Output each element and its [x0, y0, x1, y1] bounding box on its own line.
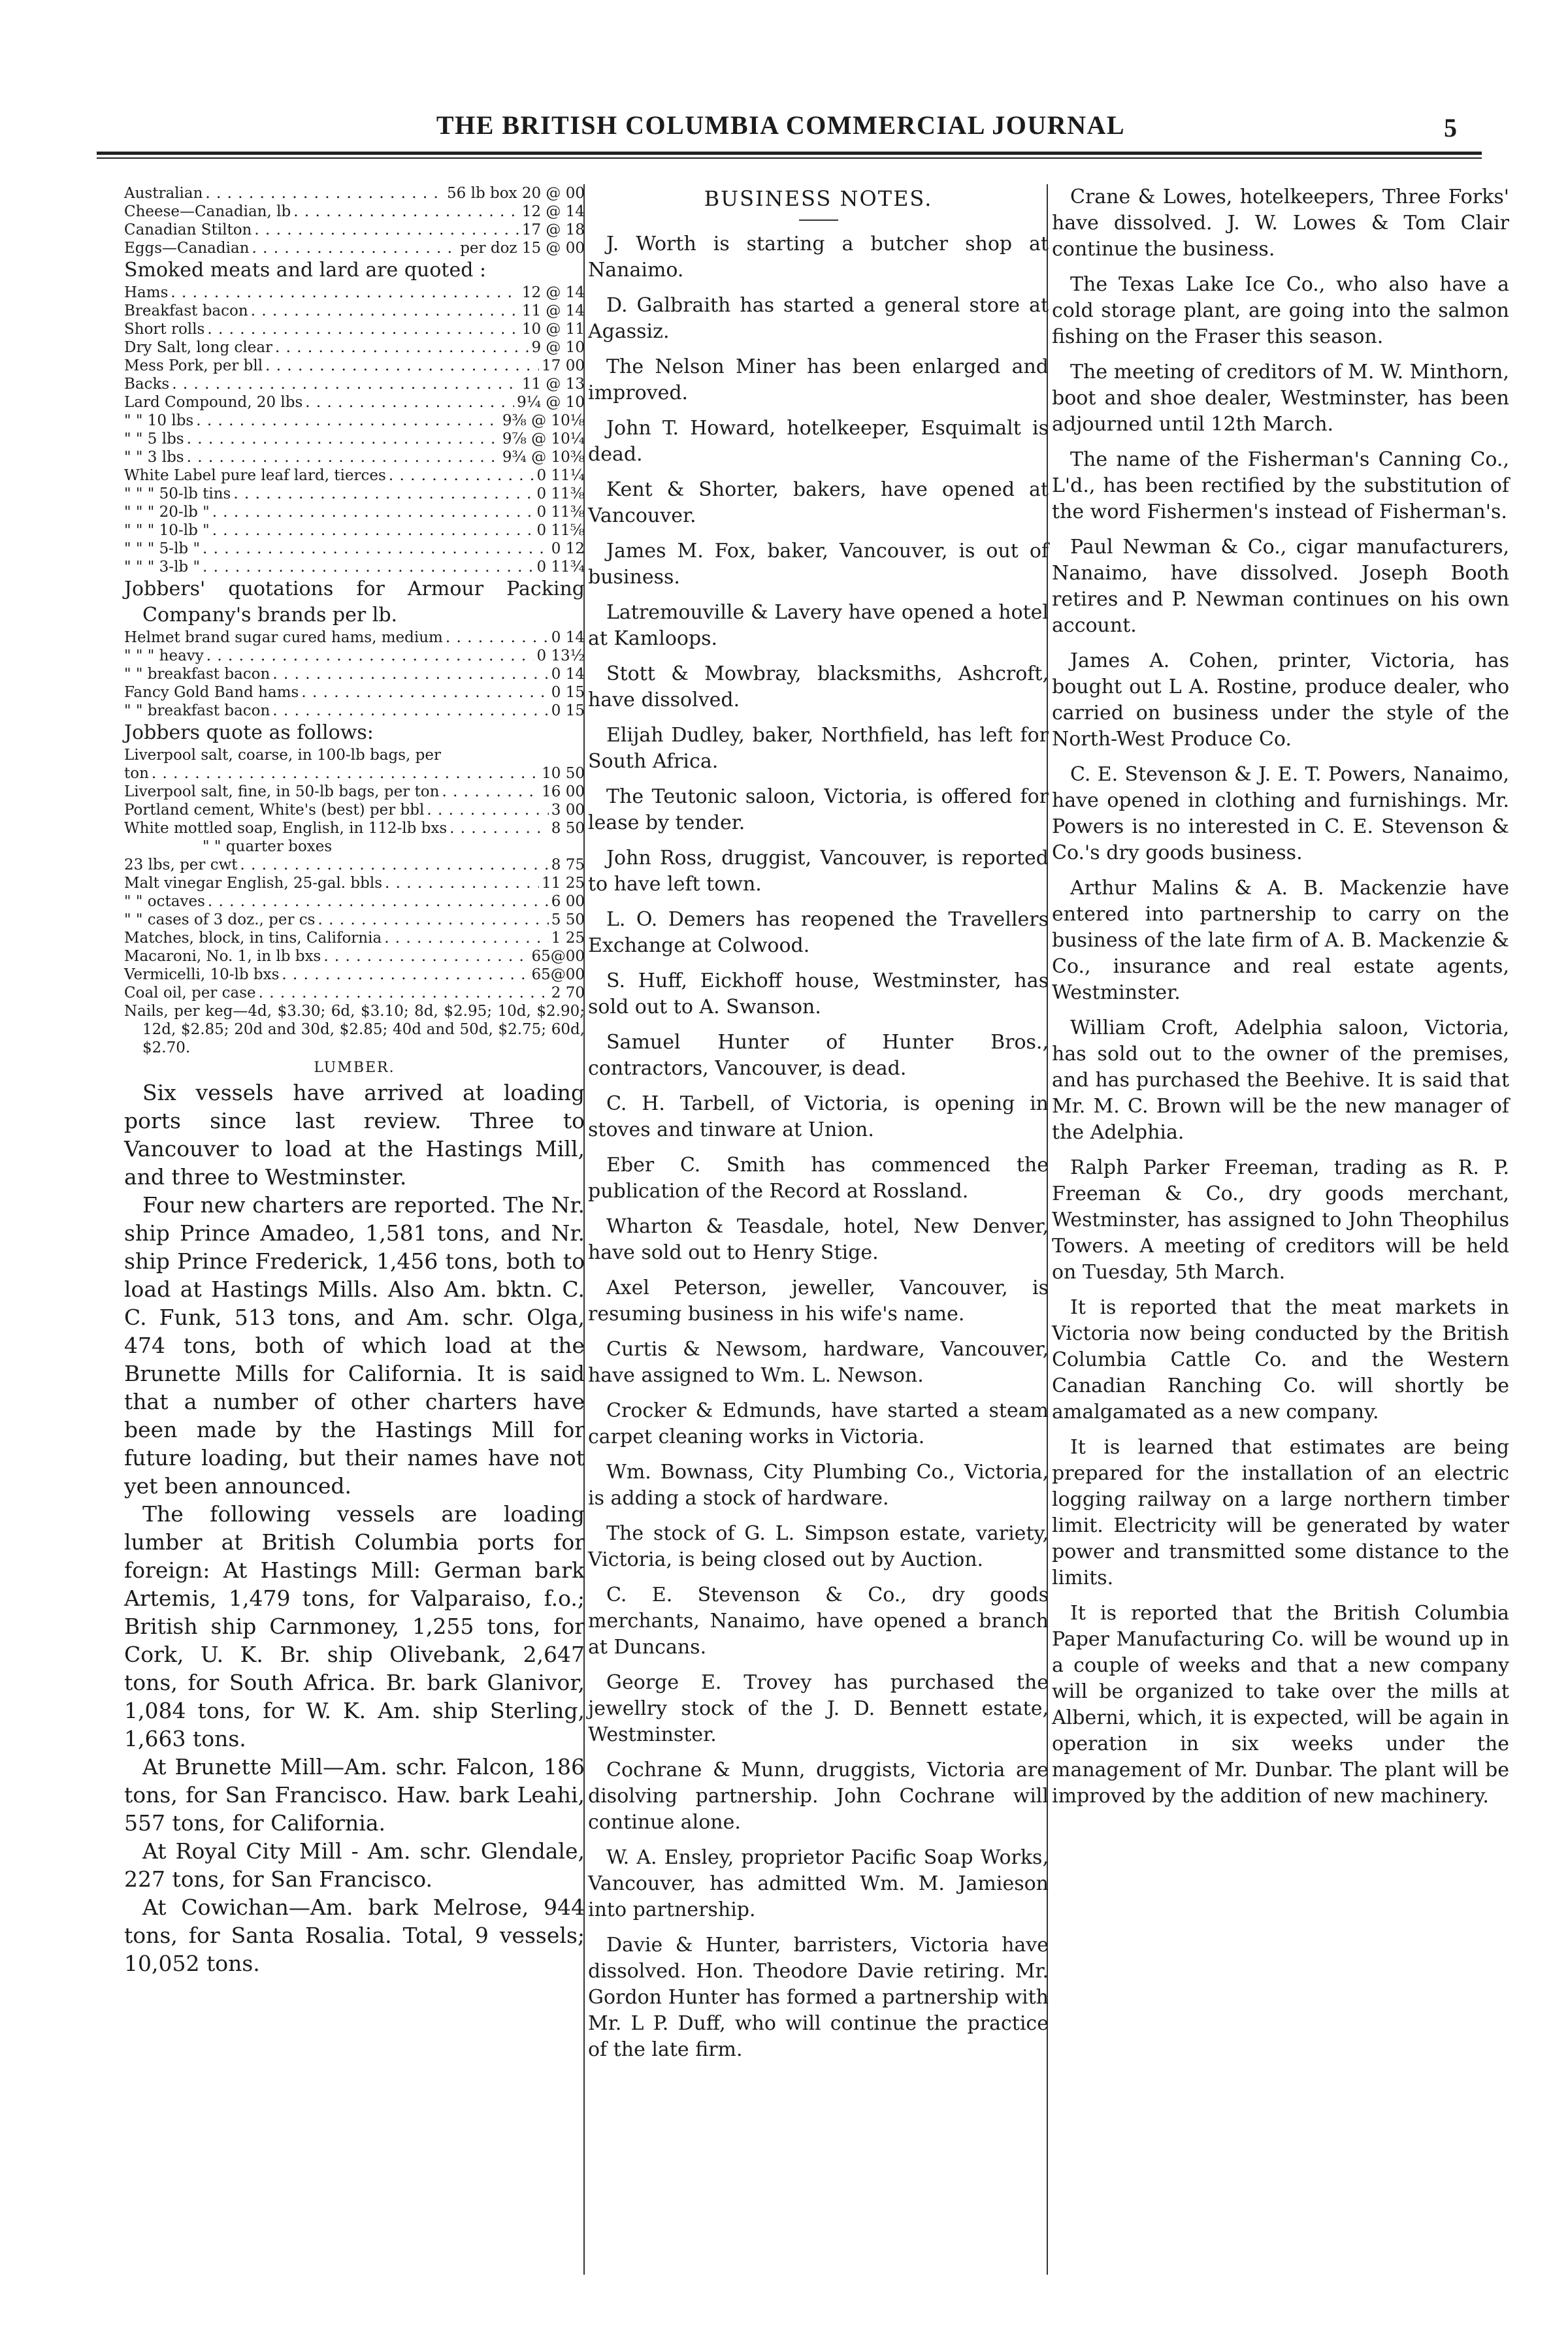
business-note: Arthur Malins & A. B. Mackenzie have entered into partnership to carry on the business of the late firm of A. B. Mackenzie & Co., insurance and real estate agents, Westminster.: [1052, 877, 1509, 1004]
price-value: 2 70: [551, 984, 585, 1001]
dot-leader: [172, 375, 519, 393]
price-item-name: Eggs—Canadian: [124, 240, 250, 257]
price-value: 0 13½: [536, 647, 585, 664]
price-list-meats: [124, 284, 585, 576]
business-note: Stott & Mowbray, blacksmiths, Ashcroft, have dissolved.: [588, 662, 1049, 711]
price-value: 3 00: [551, 802, 585, 819]
price-row: [124, 393, 585, 412]
price-row: [124, 466, 585, 485]
price-item-name: " " " 5-lb ": [124, 540, 201, 557]
price-item-name: " " 10 lbs: [124, 412, 194, 429]
price-item-name: Backs: [124, 376, 170, 393]
business-note: The name of the Fisherman's Canning Co., L'd., has been rectified by the substitution of the word Fishermen's instead of Fisherman's.: [1052, 448, 1509, 523]
price-row: [124, 892, 585, 911]
price-row: [124, 819, 585, 837]
business-note: L. O. Demers has reopened the Travellers Exchange at Colwood.: [588, 908, 1049, 957]
price-value: 11 @ 13: [521, 376, 585, 393]
price-value: 9¾ @ 10⅜: [502, 449, 585, 466]
lumber-paragraph: The following vessels are loading lumber at British Columbia ports for foreign: At Hastings Mill: German bark Artemis, 1,479 tons, for Valparaiso, f.o.; British ship Carnmoney, 1,255 tons, for Cork, U. K. Br. ship Olivebank, 2,647 tons, for South Africa. Br. bark Glanivor, 1,084 tons, for W. K. Am. ship Sterling, 1,663 tons.: [124, 1501, 585, 1751]
heading-divider: [799, 219, 838, 221]
dot-leader: [318, 911, 548, 929]
price-list-groceries: [124, 764, 585, 837]
price-value: 8 50: [551, 820, 585, 837]
business-note: The Texas Lake Ice Co., who also have a cold storage plant, are going into the salmon fishing on the Fraser this season.: [1052, 273, 1509, 348]
business-note: Ralph Parker Freeman, trading as R. P. Freeman & Co., dry goods merchant, Westminster, has assigned to John Theophilus Towers. A meeting of creditors will be held on Tuesday, 5th March.: [1052, 1156, 1509, 1284]
business-note: Eber C. Smith has commenced the publication of the Record at Rossland.: [588, 1154, 1049, 1203]
dot-leader: [212, 503, 534, 521]
price-row: [124, 485, 585, 503]
dot-leader: [187, 448, 500, 466]
dot-leader: [240, 856, 549, 874]
price-item-name: Cheese—Canadian, lb: [124, 203, 291, 220]
column-business-notes-continued: [1052, 184, 1509, 1819]
price-item-name: Dry Salt, long clear: [124, 339, 273, 356]
header-rule-thick: [97, 152, 1482, 155]
dot-leader: [384, 929, 549, 947]
lumber-paragraph: At Cowichan—Am. bark Melrose, 944 tons, for Santa Rosalia. Total, 9 vessels; 10,052 tons.: [124, 1894, 585, 1976]
price-row: [124, 665, 585, 683]
business-note: It is reported that the meat markets in Victoria now being conducted by the British Columbia Cattle Co. and the Western Canadian Ranching Co. will shortly be amalgamated as a new company.: [1052, 1296, 1509, 1423]
dot-leader: [171, 284, 519, 302]
price-row: [124, 801, 585, 819]
business-note: The meeting of creditors of M. W. Minthorn, boot and shoe dealer, Westminster, has been adjourned until 12th March.: [1052, 361, 1509, 436]
business-notes-list: [588, 231, 1049, 2063]
business-note: William Croft, Adelphia saloon, Victoria, has sold out to the owner of the premises, and has purchased the Beehive. It is said that Mr. M. C. Brown will be the new manager of the Adelphia.: [1052, 1016, 1509, 1144]
price-item-name: " " " 20-lb ": [124, 504, 210, 521]
price-item-name: Australian: [124, 185, 203, 202]
column-business-notes: [588, 184, 1049, 2072]
price-list-armour: [124, 628, 585, 720]
price-row: [124, 239, 585, 257]
business-note: Samuel Hunter of Hunter Bros., contractors, Vancouver, is dead.: [588, 1031, 1049, 1080]
dot-leader: [205, 184, 444, 203]
price-value: 9⅞ @ 10¼: [502, 431, 585, 447]
price-item-name: Canadian Stilton: [124, 221, 252, 238]
page-number: 5: [1444, 113, 1457, 142]
price-item-name: " " breakfast bacon: [124, 666, 270, 683]
dot-leader: [272, 702, 548, 720]
price-item-name: Macaroni, No. 1, in lb bxs: [124, 948, 321, 965]
price-row: [124, 702, 585, 720]
quarter-boxes-label: " " quarter boxes: [203, 838, 333, 855]
price-item-name: Hams: [124, 284, 169, 301]
price-value: 56 lb box 20 @ 00: [447, 185, 585, 202]
price-row: [124, 874, 585, 892]
dot-leader: [446, 628, 549, 647]
price-value: 9¼ @ 10: [517, 394, 585, 411]
price-value: 11 25: [542, 875, 585, 892]
price-row: [124, 984, 585, 1002]
price-row: [124, 221, 585, 239]
price-value: 8 75: [551, 856, 585, 873]
price-value: 16 00: [542, 783, 585, 800]
price-value: 0 11¾: [536, 559, 585, 576]
business-note: Wm. Bownass, City Plumbing Co., Victoria, is adding a stock of hardware.: [588, 1461, 1049, 1510]
price-row: [124, 338, 585, 357]
business-notes-list-continued: [1052, 184, 1509, 1810]
dot-leader: [442, 783, 539, 801]
price-value: 0 15: [551, 702, 585, 719]
business-note: It is reported that the British Columbia Paper Manufacturing Co. will be wound up in a couple of weeks and that a new company will be organized to take over the mills at Alberni, which, it is expected, will be again in operation in six weeks under the management of Mr. Dunbar. The plant will be improved by the addition of new machinery.: [1052, 1602, 1509, 1808]
price-value: 17 @ 18: [521, 221, 585, 238]
price-row: [124, 184, 585, 203]
business-note: The stock of G. L. Simpson estate, variety, Victoria, is being closed out by Auction.: [588, 1522, 1049, 1571]
business-note: Cochrane & Munn, druggists, Victoria are disolving partnership. John Cochrane will continue alone.: [588, 1759, 1049, 1834]
dot-leader: [389, 466, 534, 485]
price-item-name: " " 3 lbs: [124, 449, 184, 466]
price-value: 0 11⅜: [536, 504, 585, 521]
business-note: Crane & Lowes, hotelkeepers, Three Forks' have dissolved. J. W. Lowes & Tom Clair continue the business.: [1052, 186, 1509, 261]
business-note: Axel Peterson, jeweller, Vancouver, is resuming business in his wife's name.: [588, 1276, 1049, 1325]
price-row: [124, 503, 585, 521]
price-value: 0 12: [551, 540, 585, 557]
price-row: [124, 430, 585, 448]
price-value: 12 @ 14: [521, 284, 585, 301]
column-markets: [124, 184, 585, 1977]
business-note: J. Worth is starting a butcher shop at Nanaimo.: [588, 233, 1049, 282]
price-item-name: 23 lbs, per cwt: [124, 856, 238, 873]
price-row: [124, 929, 585, 947]
dot-leader: [301, 683, 548, 702]
business-note: C. E. Stevenson & Co., dry goods merchants, Nanaimo, have opened a branch at Duncans.: [588, 1584, 1049, 1659]
lumber-heading: LUMBER.: [314, 1060, 395, 1076]
dot-leader: [259, 984, 549, 1002]
price-item-name: Helmet brand sugar cured hams, medium: [124, 629, 443, 646]
price-value: 17 00: [542, 357, 585, 374]
dot-leader: [282, 966, 529, 984]
price-value: 11 @ 14: [521, 302, 585, 319]
price-row: [124, 558, 585, 576]
price-row: [124, 628, 585, 647]
price-item-name: " " " 50-lb tins: [124, 485, 231, 502]
business-note: John Ross, druggist, Vancouver, is reported to have left town.: [588, 847, 1049, 896]
price-row: [124, 911, 585, 929]
price-row: [124, 947, 585, 966]
lumber-report: [124, 1079, 585, 1977]
price-row: [124, 521, 585, 540]
price-row: [124, 302, 585, 320]
price-row: [124, 540, 585, 558]
business-note: The Nelson Miner has been enlarged and improved.: [588, 355, 1049, 404]
price-value: 0 15: [551, 684, 585, 701]
price-item-name: Mess Pork, per bll: [124, 357, 263, 374]
dot-leader: [252, 239, 457, 257]
price-row: [124, 764, 585, 783]
dot-leader: [207, 320, 519, 338]
nails-prices: Nails, per keg—4d, $3.30; 6d, $3.10; 8d, $2.95; 10d, $2.90; 12d, $2.85; 20d and 30d, $2.85; 40d and 50d, $2.75; 60d, $2.70.: [124, 1003, 585, 1056]
price-row: [124, 448, 585, 466]
business-note: James M. Fox, baker, Vancouver, is out of business.: [588, 540, 1049, 589]
price-item-name: Portland cement, White's (best) per bbl: [124, 802, 425, 819]
price-value: 0 11⅝: [536, 522, 585, 539]
dot-leader: [265, 357, 539, 375]
dot-leader: [251, 302, 519, 320]
price-row: [124, 647, 585, 665]
business-notes-heading: BUSINESS NOTES.: [704, 186, 933, 211]
price-item-name: White Label pure leaf lard, tierces: [124, 467, 386, 484]
liverpool-coarse-label: Liverpool salt, coarse, in 100-lb bags, per: [124, 747, 441, 764]
price-row: [124, 412, 585, 430]
business-note: S. Huff, Eickhoff house, Westminster, has sold out to A. Swanson.: [588, 969, 1049, 1018]
price-item-name: Lard Compound, 20 lbs: [124, 394, 303, 411]
price-value: 9⅜ @ 10⅛: [502, 412, 585, 429]
dot-leader: [212, 521, 534, 540]
price-row: [124, 203, 585, 221]
business-note: George E. Trovey has purchased the jewellry stock of the J. D. Bennett estate, Westminster.: [588, 1671, 1049, 1746]
dot-leader: [208, 892, 549, 911]
price-value: 0 11⅜: [536, 485, 585, 502]
price-row: [124, 683, 585, 702]
price-item-name: " " " heavy: [124, 647, 204, 664]
price-item-name: " " " 3-lb ": [124, 559, 201, 576]
price-value: 0 11¼: [536, 467, 585, 484]
price-item-name: White mottled soap, English, in 112-lb bxs: [124, 820, 448, 837]
price-item-name: Matches, block, in tins, California: [124, 930, 382, 947]
price-item-name: " " 5 lbs: [124, 431, 184, 447]
dot-leader: [254, 221, 519, 239]
price-value: 12 @ 14: [521, 203, 585, 220]
dot-leader: [305, 393, 514, 412]
price-row: [124, 320, 585, 338]
lumber-paragraph: Six vessels have arrived at loading ports since last review. Three to Vancouver to load at the Hastings Mill, and three to Westminster.: [124, 1080, 585, 1190]
jobbers-heading: Jobbers quote as follows:: [124, 721, 374, 744]
price-item-name: " " octaves: [124, 893, 205, 910]
price-row: [124, 966, 585, 984]
business-note: James A. Cohen, printer, Victoria, has bought out L A. Rostine, produce dealer, who carried on business under the style of the North-West Produce Co.: [1052, 649, 1509, 751]
price-item-name: Liverpool salt, fine, in 50-lb bags, per ton: [124, 783, 440, 800]
price-item-name: Short rolls: [124, 321, 205, 338]
business-note: Elijah Dudley, baker, Northfield, has left for South Africa.: [588, 724, 1049, 773]
dot-leader: [187, 430, 500, 448]
price-row: [124, 375, 585, 393]
armour-heading: Jobbers' quotations for Armour Packing Company's brands per lb.: [124, 577, 585, 626]
business-note: Latremouville & Lavery have opened a hotel at Kamloops.: [588, 601, 1049, 650]
business-note: W. A. Ensley, proprietor Pacific Soap Works, Vancouver, has admitted Wm. M. Jamieson into partnership.: [588, 1846, 1049, 1921]
business-note: Wharton & Teasdale, hotel, New Denver, have sold out to Henry Stige.: [588, 1215, 1049, 1264]
price-item-name: Breakfast bacon: [124, 302, 248, 319]
price-item-name: ton: [124, 765, 149, 782]
price-item-name: Fancy Gold Band hams: [124, 684, 299, 701]
header-rule-thin: [97, 157, 1482, 159]
journal-title: THE BRITISH COLUMBIA COMMERCIAL JOURNAL: [436, 110, 1126, 140]
price-list-sundries: [124, 856, 585, 1002]
price-row: [124, 284, 585, 302]
dot-leader: [203, 558, 534, 576]
dot-leader: [196, 412, 500, 430]
dot-leader: [293, 203, 519, 221]
dot-leader: [323, 947, 529, 966]
dot-leader: [206, 647, 534, 665]
business-note: D. Galbraith has started a general store at Agassiz.: [588, 294, 1049, 343]
business-note: Davie & Hunter, barristers, Victoria have dissolved. Hon. Theodore Davie retiring. Mr. Gordon Hunter has formed a partnership with Mr. L P. Duff, who will continue the practice of the late firm.: [588, 1934, 1049, 2061]
business-note: C. E. Stevenson & J. E. T. Powers, Nanaimo, have opened in clothing and furnishings. Mr. Powers is no interested in C. E. Stevenson & Co.'s dry goods business.: [1052, 763, 1509, 864]
price-value: 0 14: [551, 629, 585, 646]
dot-leader: [427, 801, 548, 819]
business-note: Crocker & Edmunds, have started a steam carpet cleaning works in Victoria.: [588, 1399, 1049, 1448]
dot-leader: [233, 485, 534, 503]
price-value: per doz 15 @ 00: [460, 240, 585, 257]
price-item-name: " " cases of 3 doz., per cs: [124, 911, 316, 928]
dot-leader: [385, 874, 539, 892]
masthead: [98, 98, 1463, 144]
lumber-paragraph: At Brunette Mill—Am. schr. Falcon, 186 tons, for San Francisco. Haw. bark Leahi, 557 tons, for California.: [124, 1754, 585, 1836]
price-item-name: " " breakfast bacon: [124, 702, 270, 719]
dot-leader: [272, 665, 548, 683]
price-value: 6 00: [551, 893, 585, 910]
smoked-meats-heading: Smoked meats and lard are quoted :: [124, 259, 487, 282]
price-value: 65@00: [531, 948, 585, 965]
price-row: [124, 357, 585, 375]
price-row: [124, 856, 585, 874]
dot-leader: [449, 819, 549, 837]
dot-leader: [275, 338, 529, 357]
business-note: Paul Newman & Co., cigar manufacturers, Nanaimo, have dissolved. Joseph Booth retires and P. Newman continues on his own account.: [1052, 536, 1509, 637]
price-value: 5 50: [551, 911, 585, 928]
price-list-dairy: [124, 184, 585, 257]
price-item-name: Coal oil, per case: [124, 984, 256, 1001]
dot-leader: [203, 540, 549, 558]
business-note: C. H. Tarbell, of Victoria, is opening in stoves and tinware at Union.: [588, 1092, 1049, 1141]
business-note: John T. Howard, hotelkeeper, Esquimalt is dead.: [588, 417, 1049, 466]
price-row: [124, 783, 585, 801]
price-item-name: " " " 10-lb ": [124, 522, 210, 539]
price-item-name: Vermicelli, 10-lb bxs: [124, 966, 280, 983]
price-item-name: Malt vinegar English, 25-gal. bbls: [124, 875, 383, 892]
price-value: 1 25: [551, 930, 585, 947]
business-note: It is learned that estimates are being prepared for the installation of an electric logging railway on a large northern timber limit. Electricity will be generated by water power and transmitted some distance to the limits.: [1052, 1436, 1509, 1589]
price-value: 65@00: [531, 966, 585, 983]
lumber-paragraph: Four new charters are reported. The Nr. ship Prince Amadeo, 1,581 tons, and Nr. ship Prince Frederick, 1,456 tons, both to load at Hastings Mills. Also Am. bktn. C. C. Funk, 513 tons, and Am. schr. Olga, 474 tons, both of which load at the Brunette Mills for California. It is said that a number of other charters have been made by the Hastings Mill for future loading, but their names have not yet been announced.: [124, 1192, 585, 1499]
price-value: 10 @ 11: [521, 321, 585, 338]
lumber-paragraph: At Royal City Mill - Am. schr. Glendale, 227 tons, for San Francisco.: [124, 1838, 585, 1892]
price-value: 10 50: [542, 765, 585, 782]
dot-leader: [152, 764, 539, 783]
business-note: The Teutonic saloon, Victoria, is offered for lease by tender.: [588, 785, 1049, 834]
business-note: Curtis & Newsom, hardware, Vancouver, have assigned to Wm. L. Newson.: [588, 1338, 1049, 1387]
price-value: 0 14: [551, 666, 585, 683]
price-value: 9 @ 10: [531, 339, 585, 356]
business-note: Kent & Shorter, bakers, have opened at Vancouver.: [588, 478, 1049, 527]
